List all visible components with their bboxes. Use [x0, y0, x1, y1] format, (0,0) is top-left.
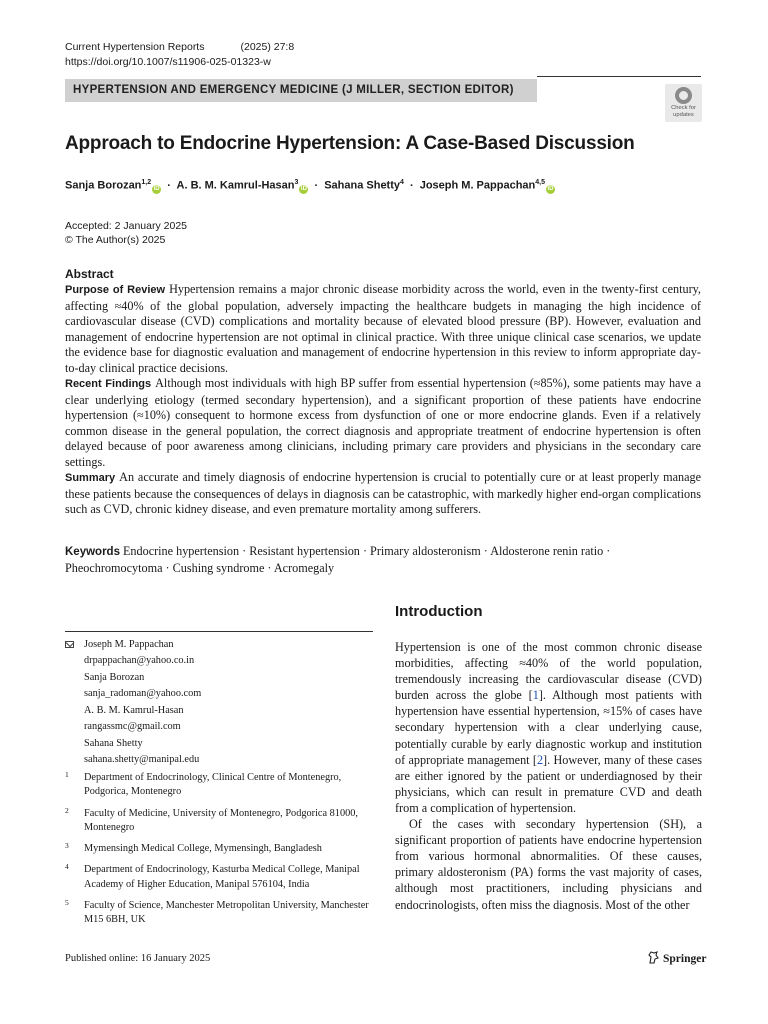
contact-email[interactable]: drpappachan@yahoo.co.in	[84, 654, 195, 666]
article-dates	[65, 219, 187, 247]
author-separator: ·	[314, 179, 319, 192]
journal-volume: (2025) 27:8	[240, 41, 295, 53]
contact-email[interactable]: sanja_radoman@yahoo.com	[84, 687, 202, 699]
contact-name: Joseph M. Pappachan	[84, 639, 174, 650]
purpose-label: Purpose of Review	[65, 284, 166, 296]
introduction-body	[395, 639, 702, 913]
affiliation	[65, 807, 375, 836]
publisher-name: Springer	[663, 953, 707, 965]
findings-label: Recent Findings	[65, 378, 152, 390]
contact-entry	[65, 637, 375, 668]
findings-text: Although most individuals with high BP suffer from essential hypertension (≈85%), some patients may have a clear underlying etiology (termed secondary hypertension), and a significant proportion of these patients have endocrine hypertension (≈10%) consequent to hormone excess from dysfunction of one or more endocrine glands. Even if a relatively common disease in the general population, the correct diagnosis and appropriate treatment of endocrine hypertension is often delayed because of poor awareness among clinicians, including primary care providers and physicians in the secondary care settings.	[65, 376, 701, 469]
published-date: Published online: 16 January 2025	[65, 953, 211, 964]
author-affiliation-marker: 3	[294, 179, 299, 186]
introduction-heading: Introduction	[395, 603, 483, 620]
keywords-label: Keywords	[65, 546, 120, 558]
affiliation	[65, 842, 375, 856]
orcid-icon[interactable]: iD	[153, 185, 160, 192]
affiliation-number: 1	[65, 770, 69, 779]
summary-text: An accurate and timely diagnosis of endocrine hypertension is crucial to potentially cure or at least properly manage these patients because the consequences of delays in diagnosis can be catastrophic, with markedly higher end-organ complications such as CVD, chronic kidney disease, and even premature mortality among sufferers.	[65, 470, 701, 516]
orcid-icon[interactable]: iD	[300, 185, 307, 192]
author-separator: ·	[167, 179, 171, 192]
introduction-paragraph: Hypertension is one of the most common chronic disease morbidities, affecting ≈40% of the world population, tremendously increasing the cardiovascular disease (CVD) burden across the globe [1]. Although most patients with hypertension have essential hypertension, ≈15% of cases have secondary hypertension with a clear underlying cause, potentially curable by early diagnostic workup and institution of appropriate management [2]. However, many of these cases are either ignored by the patient or underdiagnosed by their physicians, which can result in premature CVD and death from a complication of hypertension.	[395, 640, 702, 815]
journal-name: Current Hypertension Reports	[65, 41, 205, 53]
author-affiliation-marker: 4	[400, 179, 404, 186]
citation-link[interactable]: 1	[532, 688, 539, 703]
purpose-text: Hypertension remains a major chronic disease morbidity across the world, even in the twenty-first century, affecting ≈40% of the global population, adversely impacting the healthcare budgets in managing the high incidence of cardiovascular disease (CVD) complications and mortality because of elevated blood pressure (BP). However, evaluation and management of endocrine hypertension are not optimal in clinical practice. With three unique clinical case scenarios, we update the evidence base for diagnostic evaluation and management of endocrine hypertension in this review to inform appropriate day-to-day clinical practice decisions.	[65, 282, 701, 375]
introduction-paragraph: Of the cases with secondary hypertension (SH), a significant proportion of patients have endocrine hypertension from various hormonal abnormalities. Of these causes, primary aldosteronism (PA) forms the vast majority of cases, although most practitioners, including physicians and endocrinologists, often miss the diagnosis. Most of the other	[395, 817, 702, 912]
copyright-line: © The Author(s) 2025	[65, 234, 166, 246]
contact-email[interactable]: sahana.shetty@manipal.edu	[84, 753, 200, 765]
keywords-text: Endocrine hypertension · Resistant hypertension · Primary aldosteronism · Aldosterone renin ratio · Pheochromocytoma · Cushing syndrome · Acromegaly	[65, 544, 611, 575]
springer-horse-icon	[648, 951, 659, 964]
contact-list	[65, 637, 375, 769]
abstract-findings	[65, 376, 701, 470]
citation-link[interactable]: 2	[536, 752, 544, 767]
contact-email[interactable]: rangassmc@gmail.com	[84, 720, 181, 732]
affiliation	[65, 863, 375, 892]
affiliation-number: 4	[65, 862, 69, 872]
keywords	[65, 543, 701, 576]
journal-header	[65, 40, 294, 70]
author-name[interactable]: Sanja Borozan	[65, 179, 142, 192]
author-separator: ·	[409, 179, 414, 192]
orcid-icon[interactable]: iD	[547, 185, 554, 192]
article-title: Approach to Endocrine Hypertension: A Case-Based Discussion	[65, 133, 635, 154]
affiliation-number: 2	[65, 805, 69, 815]
abstract-heading: Abstract	[65, 267, 114, 281]
affiliation	[65, 771, 375, 800]
affiliation-number: 3	[65, 841, 69, 851]
affiliation-number: 5	[65, 898, 69, 908]
doi-link[interactable]: https://doi.org/10.1007/s11906-025-01323-w	[65, 56, 271, 68]
publisher-logo[interactable]	[648, 951, 706, 965]
contact-name: Sahana Shetty	[84, 738, 143, 749]
contact-name: A. B. M. Kamrul-Hasan	[84, 705, 184, 716]
abstract-summary	[65, 470, 701, 518]
author-name[interactable]: Sahana Shetty	[324, 179, 401, 192]
accepted-date: Accepted: 2 January 2025	[65, 220, 188, 232]
affiliation-text: Mymensingh Medical College, Mymensingh, Bangladesh	[84, 843, 322, 855]
author-affiliation-marker: 4,5	[535, 179, 545, 186]
author-affiliation-marker: 1,2	[141, 179, 152, 186]
author-list	[65, 179, 555, 194]
affiliation-list	[65, 771, 375, 935]
author-name[interactable]: A. B. M. Kamrul-Hasan	[176, 179, 295, 192]
affiliation-text: Faculty of Medicine, University of Montenegro, Podgorica 81000, Montenegro	[84, 807, 358, 833]
footnote-rule	[65, 631, 373, 632]
contact-entry	[65, 670, 375, 701]
affiliation-text: Department of Endocrinology, Clinical Centre of Montenegro, Podgorica, Montenegro	[84, 772, 342, 798]
contact-entry	[65, 736, 375, 767]
contact-name: Sanja Borozan	[84, 672, 145, 683]
abstract-purpose	[65, 282, 701, 376]
summary-label: Summary	[65, 472, 116, 484]
affiliation	[65, 899, 375, 928]
header-rule	[537, 76, 701, 77]
author-name[interactable]: Joseph M. Pappachan	[419, 179, 536, 192]
check-for-updates-badge[interactable]	[665, 84, 702, 122]
affiliation-text: Faculty of Science, Manchester Metropolitan University, Manchester M15 6BH, UK	[84, 900, 369, 926]
envelope-icon	[65, 641, 74, 648]
abstract	[65, 267, 701, 518]
contact-entry	[65, 703, 375, 734]
check-for-updates-label: Check for updates	[671, 105, 696, 118]
affiliation-text: Department of Endocrinology, Kasturba Medical College, Manipal Academy of Higher Education, Manipal 576104, India	[84, 864, 360, 890]
check-for-updates-icon	[675, 87, 692, 104]
section-banner: HYPERTENSION AND EMERGENCY MEDICINE (J MILLER, SECTION EDITOR)	[65, 79, 537, 102]
